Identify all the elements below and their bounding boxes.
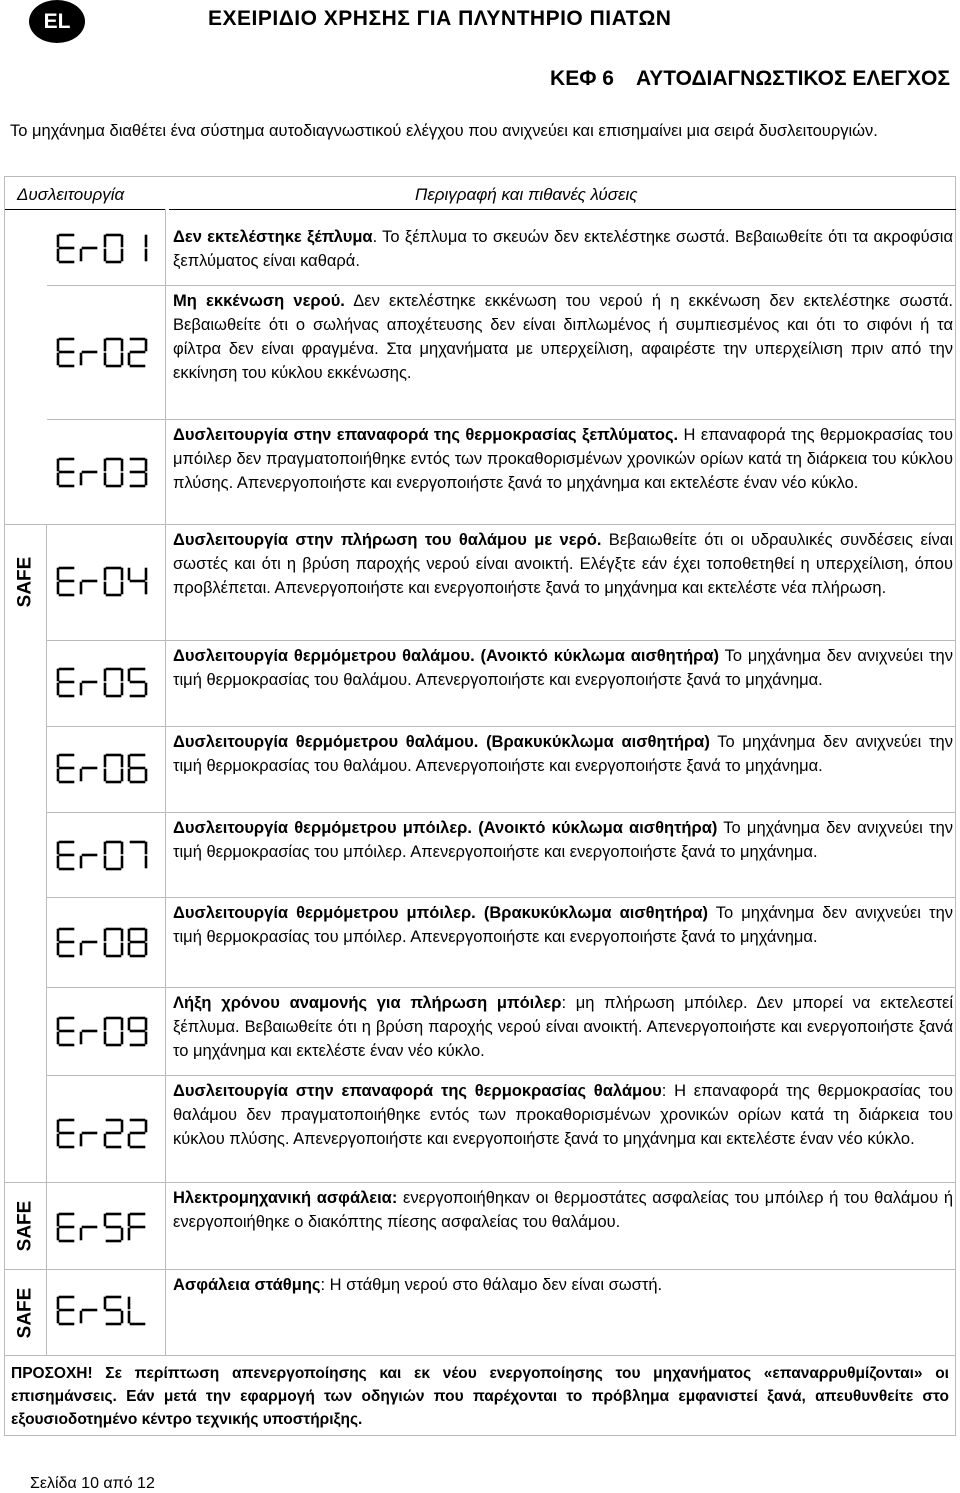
error-description [173, 289, 953, 385]
error-detail: Το μηχάνημα δεν ανιχνεύει την τιμή θερμοκρασίας του μπόιλερ. Απενεργοποιήστε και ενεργοποιήστε ξανά το μηχάνημα. [173, 904, 953, 946]
error-description [173, 644, 953, 692]
error-code-display [55, 1116, 151, 1150]
error-code-display [55, 231, 151, 265]
error-code-display [55, 838, 151, 872]
error-code-display [55, 335, 151, 369]
language-badge: EL [29, 0, 85, 43]
error-detail: : μη πλήρωση μπόιλερ. Δεν μπορεί να εκτελεστεί ξέπλυμα. Βεβαιωθείτε ότι η βρύση παροχής νερού είναι ανοικτή. Απενεργοποιήστε και ενεργοποιήστε ξανά το μηχάνημα και εκτελέστε έναν νέο κύκλο. [173, 994, 953, 1060]
error-code-display [55, 665, 151, 699]
error-code-display [55, 564, 151, 598]
error-code-display [55, 1014, 151, 1048]
error-description [173, 1079, 953, 1151]
error-detail: Το μηχάνημα δεν ανιχνεύει την τιμή θερμοκρασίας του μπόιλερ. Απενεργοποιήστε και ενεργοποιήστε ξανά το μηχάνημα. [173, 819, 953, 861]
column-description-header: Περιγραφή και πιθανές λύσεις [415, 185, 638, 204]
document-title: ΕΧΕΙΡΙΔΙΟ ΧΡΗΣΗΣ ΓΙΑ ΠΛΥΝΤΗΡΙΟ ΠΙΑΤΩΝ [208, 7, 672, 30]
error-detail: ενεργοποιήθηκαν οι θερμοστάτες ασφαλείας του μπόιλερ ή του θαλάμου ή ενεργοποιήθηκε ο διακόπτης πίεσης ασφαλείας του θαλάμου. [173, 1189, 954, 1231]
error-detail: Δεν εκτελέστηκε εκκένωση του νερού ή η εκκένωση δεν εκτελέστηκε σωστά. Βεβαιωθείτε ότι ο σωλήνας αποχέτευσης δεν είναι διπλωμένος ή συμπιεσμένος και ότι το σιφόνι ή τα φίλτρα δεν είναι φραγμένα. Στα μηχανήματα με υπερχείλιση, αφαιρέστε την υπερχείλιση πριν από την εκκίνηση του κύκλου εκκένωσης. [173, 292, 953, 382]
error-title: Μη εκκένωση νερού. [173, 292, 345, 310]
error-code-display [55, 455, 151, 489]
safe-label: SAFE [14, 556, 35, 608]
safe-label: SAFE [14, 1200, 35, 1251]
error-description [173, 1273, 953, 1297]
error-code-display [55, 1210, 151, 1244]
error-detail: . Το ξέπλυμα το σκευών δεν εκτελέστηκε σωστά. Βεβαιωθείτε ότι τα ακροφύσια ξεπλύματος είναι καθαρά. [173, 228, 953, 270]
error-code-display [55, 925, 151, 959]
error-title: Λήξη χρόνου αναμονής για πλήρωση μπόιλερ [173, 994, 562, 1012]
page-number: Σελίδα 10 από 12 [30, 1475, 155, 1492]
error-title: Δυσλειτουργία στην επαναφορά της θερμοκρασίας θαλάμου [173, 1082, 662, 1100]
error-description [173, 225, 953, 273]
warning-note: ΠΡΟΣΟΧΗ! Σε περίπτωση απενεργοποίησης και εκ νέου ενεργοποίησης του μηχανήματος «επαναρρυθμίζονται» οι επισημάνσεις. Εάν μετά την εφαρμογή των οδηγιών που παρέχονται το πρόβλημα εμφανιστεί ξανά, απευθυνθείτε στο εξουσιοδοτημένο κέντρο τεχνικής υποστήριξης. [4, 1356, 956, 1436]
error-detail: Το μηχάνημα δεν ανιχνεύει την τιμή θερμοκρασίας του θαλάμου. Απενεργοποιήστε και ενεργοποιήστε ξανά το μηχάνημα. [173, 733, 953, 775]
fault-table [4, 176, 956, 1356]
error-title: Δυσλειτουργία θερμόμετρου μπόιλερ. (Βρακυκύκλωμα αισθητήρα) [173, 904, 708, 922]
error-detail: : Η επαναφορά της θερμοκρασίας του θαλάμου δεν πραγματοποιήθηκε εντός των προκαθορισμένων χρονικών ορίων κατά τη διάρκεια του κύκλου πλύσης. Απενεργοποιήστε και ενεργοποιήστε ξανά το μηχάνημα και εκτελέστε έναν νέο κύκλο. [173, 1082, 953, 1148]
table-header [5, 177, 955, 219]
error-title: Δυσλειτουργία θερμόμετρου μπόιλερ. (Ανοικτό κύκλωμα αισθητήρα) [173, 819, 718, 837]
chapter-title: ΑΥΤΟΔΙΑΓΝΩΣΤΙΚΟΣ ΕΛΕΓΧΟΣ [635, 67, 950, 90]
error-title: Ηλεκτρομηχανική ασφάλεια: [173, 1189, 398, 1207]
error-description [173, 901, 953, 949]
error-title: Δυσλειτουργία στην πλήρωση του θαλάμου με νερό. [173, 531, 602, 549]
error-detail: Το μηχάνημα δεν ανιχνεύει την τιμή θερμοκρασίας του θαλάμου. Απενεργοποιήστε και ενεργοποιήστε ξανά το μηχάνημα. [173, 647, 953, 689]
error-description [173, 1186, 953, 1234]
error-title: Δυσλειτουργία θερμόμετρου θαλάμου. (Βρακυκύκλωμα αισθητήρα) [173, 733, 710, 751]
error-title: Δυσλειτουργία θερμόμετρου θαλάμου. (Ανοικτό κύκλωμα αισθητήρα) [173, 647, 720, 665]
chapter-number: ΚΕΦ 6 [550, 67, 614, 90]
error-description [173, 528, 953, 600]
error-description [173, 991, 953, 1063]
error-title: Ασφάλεια στάθμης [173, 1276, 321, 1294]
column-fault-header: Δυσλειτουργία [17, 185, 125, 204]
safe-label: SAFE [14, 1287, 35, 1338]
error-description [173, 423, 953, 495]
error-detail: : Η στάθμη νερού στο θάλαμο δεν είναι σωστή. [320, 1276, 663, 1294]
error-detail: Βεβαιωθείτε ότι οι υδραυλικές συνδέσεις είναι σωστές και ότι η βρύση παροχής νερού είναι ανοικτή. Ελέγξτε εάν έχει τοποθετηθεί η υπερχείλιση, όπου προβλέπεται. Απενεργοποιήστε και ενεργοποιήστε ξανά το μηχάνημα και εκτελέστε νέα πλήρωση. [173, 531, 953, 597]
error-title: Δυσλειτουργία στην επαναφορά της θερμοκρασίας ξεπλύματος. [173, 426, 679, 444]
error-description [173, 730, 953, 778]
error-code-display [55, 1293, 151, 1327]
intro-paragraph: Το μηχάνημα διαθέτει ένα σύστημα αυτοδιαγνωστικού ελέγχου που ανιχνεύει και επισημαίνει μια σειρά δυσλειτουργιών. [10, 122, 878, 140]
error-title: Δεν εκτελέστηκε ξέπλυμα [173, 228, 373, 246]
chapter-heading [550, 67, 950, 91]
error-description [173, 816, 953, 864]
error-code-display [55, 751, 151, 785]
error-detail: Η επαναφορά της θερμοκρασίας του μπόιλερ δεν πραγματοποιήθηκε εντός των προκαθορισμένων χρονικών ορίων κατά τη διάρκεια του κύκλου πλύσης. Απενεργοποιήστε και ενεργοποιήστε ξανά το μηχάνημα και εκτελέστε έναν νέο κύκλο. [173, 426, 953, 492]
